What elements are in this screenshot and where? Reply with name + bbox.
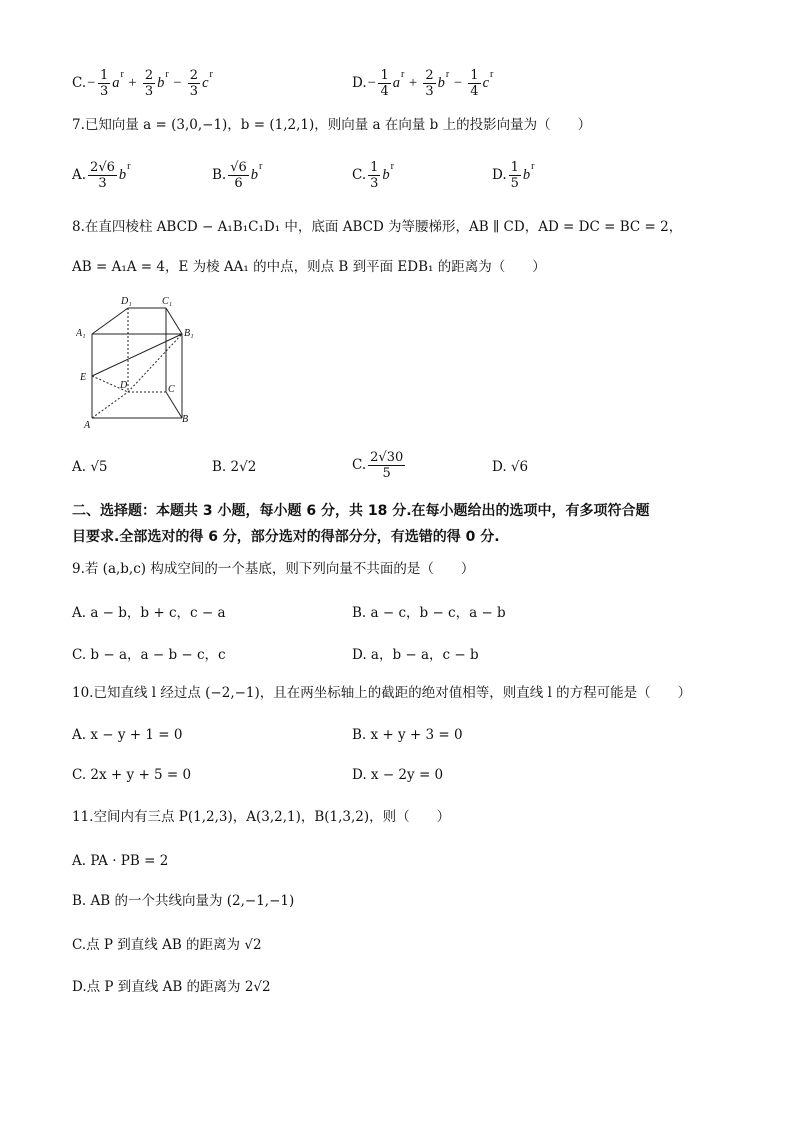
- q6-option-c: C.− $\frac{1}{3}$ $a^r$ + $\frac{2}{3}$ $b^r$ − $\frac{2}{3}$ $c^r$: [72, 68, 213, 99]
- q10-option-a: A. x − y + 1 = 0: [72, 727, 183, 743]
- q10-stem: 10.已知直线 l 经过点 (−2,−1)，且在两坐标轴上的截距的绝对值相等，则直线 l 的方程可能是（ ）: [72, 685, 692, 701]
- q6-option-d: D.− $\frac{1}{4}$ $a^r$ + $\frac{2}{3}$ $b^r$ − $\frac{1}{4}$ $c^r$: [352, 68, 494, 99]
- q11-stem: 11.空间内有三点 P(1,2,3)，A(3,2,1)，B(1,3,2)，则（ ）: [72, 809, 451, 825]
- section2-line1: 二、选择题：本题共 3 小题，每小题 6 分，共 18 分.在每小题给出的选项中，有多项符合题: [72, 503, 650, 519]
- label-b: B: [182, 414, 189, 425]
- q7-option-a: A. $\frac{2√6}{3}$ $b^r$: [72, 160, 131, 191]
- q9-option-c: C. b − a，a − b − c，c: [72, 647, 226, 663]
- q7-stem: 7.已知向量 a = (3,0,−1)，b = (1,2,1)，则向量 a 在向量 b 上的投影向量为（ ）: [72, 117, 592, 133]
- label-d1: D₁: [121, 296, 132, 307]
- q7-option-d: D. $\frac{1}{5}$ $b^r$: [492, 160, 535, 191]
- label-a1: A₁: [76, 328, 86, 339]
- q10-option-c: C. 2x + y + 5 = 0: [72, 767, 192, 783]
- q8-option-c: C. $\frac{2√30}{5}$: [352, 450, 404, 481]
- q10-option-b: B. x + y + 3 = 0: [352, 727, 463, 743]
- q11-option-b: B. AB 的一个共线向量为 (2,−1,−1): [72, 893, 295, 909]
- q9-option-a: A. a − b，b + c，c − a: [72, 605, 226, 621]
- q9-option-b: B. a − c，b − c，a − b: [352, 605, 506, 621]
- label-d: D: [120, 380, 128, 391]
- section2-line2: 目要求.全部选对的得 6 分，部分选对的得部分分，有选错的得 0 分.: [72, 529, 500, 545]
- label-c: C: [168, 384, 175, 395]
- label-b1: B₁: [184, 328, 194, 339]
- q10-option-d: D. x − 2y = 0: [352, 767, 444, 783]
- label-c1: C₁: [162, 296, 173, 307]
- label-a: A: [84, 420, 91, 430]
- q11-option-c: C.点 P 到直线 AB 的距离为 √2: [72, 937, 262, 953]
- q8-stem-line2: AB = A₁A = 4，E 为棱 AA₁ 的中点，则点 B 到平面 EDB₁ 的距离为（ ）: [72, 259, 546, 275]
- q8-option-d: D. √6: [492, 459, 529, 475]
- q9-option-d: D. a，b − a，c − b: [352, 647, 479, 663]
- q9-stem: 9.若 (a,b,c) 构成空间的一个基底，则下列向量不共面的是（ ）: [72, 561, 475, 577]
- q8-stem-line1: 8.在直四棱柱 ABCD − A₁B₁C₁D₁ 中，底面 ABCD 为等腰梯形，AB ∥ CD，AD = DC = BC = 2，: [72, 219, 683, 235]
- q8-option-b: B. 2√2: [212, 459, 257, 475]
- q7-option-b: B. $\frac{√6}{6}$ $b^r$: [212, 160, 263, 191]
- q7-option-c: C. $\frac{1}{3}$ $b^r$: [352, 160, 395, 191]
- prism-figure: [76, 294, 196, 430]
- q11-option-a: A. PA · PB = 2: [72, 853, 169, 869]
- label-e: E: [80, 372, 87, 383]
- q8-option-a: A. √5: [72, 459, 108, 475]
- q11-option-d: D.点 P 到直线 AB 的距离为 2√2: [72, 979, 271, 995]
